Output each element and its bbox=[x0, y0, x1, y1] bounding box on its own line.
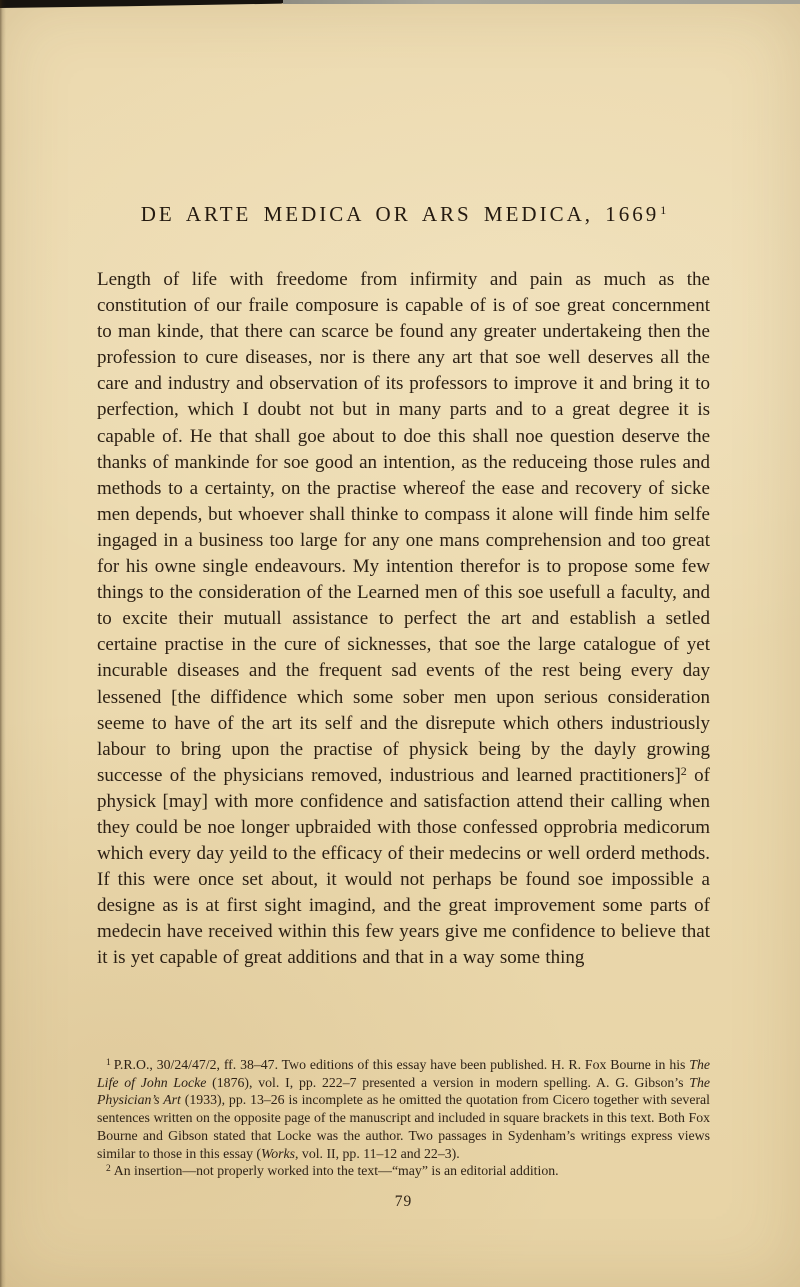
essay-text-before-marker: Length of life with freedome from infirmity and pain as much as the constitution of our fraile composure is capable of is of soe great concernment to man kinde, that there can scarce be found any greater undertakeing then the profession to cure diseases, nor is there any art that soe well deserves all the care and industry and observation of its professors to improve it and bring it to perfection, which I doubt not but in many parts and to a great degree it is capable of. He that shall goe about to doe this shall noe question deserve the thanks of mankinde for soe good an intention, as the reduceing those rules and methods to a certainty, on the practise whereof the ease and recovery of sicke men depends, but whoever shall thinke to compass it alone will finde him selfe ingaged in a business too large for any one mans comprehension and too great for his owne single endeavours. My intention therefor is to propose some few things to the consideration of the Learned men of this soe usefull a faculty, and to excite their mutuall assistance to perfect the art and establish a setled certaine practise in the cure of sicknesses, that soe the large catalogue of yet incurable diseases and the frequent sad events of the rest being every day lessened [the diffidence which some sober men upon serious consideration seeme to have of the art its self and the disrepute which others industriously labour to bring upon the practise of physick being by the dayly growing successe of the physicians removed, industrious and learned practitioners] bbox=[97, 269, 710, 786]
footnote-2-marker: 2 bbox=[106, 1164, 111, 1175]
page-content bbox=[97, 0, 710, 1287]
footnote-1-book-title-physicians-art: The Physician’s Art bbox=[97, 1074, 710, 1108]
page-number: 79 bbox=[394, 1193, 413, 1210]
page-title bbox=[97, 202, 710, 227]
footnote-2-reference-marker: 2 bbox=[680, 763, 687, 778]
footnote-2 bbox=[97, 1162, 710, 1180]
footnote-1-book-title-life-of-john-locke: The Life of John Locke bbox=[97, 1057, 710, 1090]
footnote-1-book-title-works: Works bbox=[261, 1145, 296, 1161]
title-footnote-marker: 1 bbox=[660, 203, 667, 217]
footnote-1-text: , vol. II, pp. 11–12 and 22–3). bbox=[295, 1145, 460, 1161]
footnote-1-text: (1933), pp. 13–26 is incomplete as he omitted the quotation from Cicero together with several sentences written on the opposite page of the manuscript and included in square brackets in this text. Both Fox Bourne and Gibson stated that Locke was the author. Two passages in Sydenham’s writings express views similar to those in this essay ( bbox=[97, 1092, 711, 1161]
footnote-1-marker: 1 bbox=[106, 1058, 111, 1068]
essay-paragraph bbox=[97, 267, 710, 972]
footnote-2-text: An insertion—not properly worked into the text—“may” is an editorial addition. bbox=[113, 1163, 559, 1179]
scan-edge-left-shadow bbox=[0, 0, 6, 1287]
essay-text-after-marker: of physick [may] with more confidence and satisfaction attend their calling when they could be noe longer upbraided with those confessed opprobria medicorum which every day yeild to the efficacy of their medecins or well orderd methods. If this were once set about, it would not perhaps be found soe impossible a designe as is at first sight imagind, and the great improvement some parts of medecin have received within this few years give me confidence to believe that it is yet capable of great additions and that in a way some thing bbox=[97, 764, 710, 969]
page-title-text: DE ARTE MEDICA OR ARS MEDICA, 1669 bbox=[140, 202, 660, 226]
footnotes-section bbox=[97, 1056, 710, 1180]
footnote-1-text: (1876), vol. I, pp. 222–7 presented a version in modern spelling. A. G. Gibson’s bbox=[206, 1074, 690, 1090]
footnote-1 bbox=[97, 1056, 710, 1162]
footnote-1-text: P.R.O., 30/24/47/2, ff. 38–47. Two editions of this essay have been published. H. R. Fox Bourne in his bbox=[113, 1057, 690, 1072]
